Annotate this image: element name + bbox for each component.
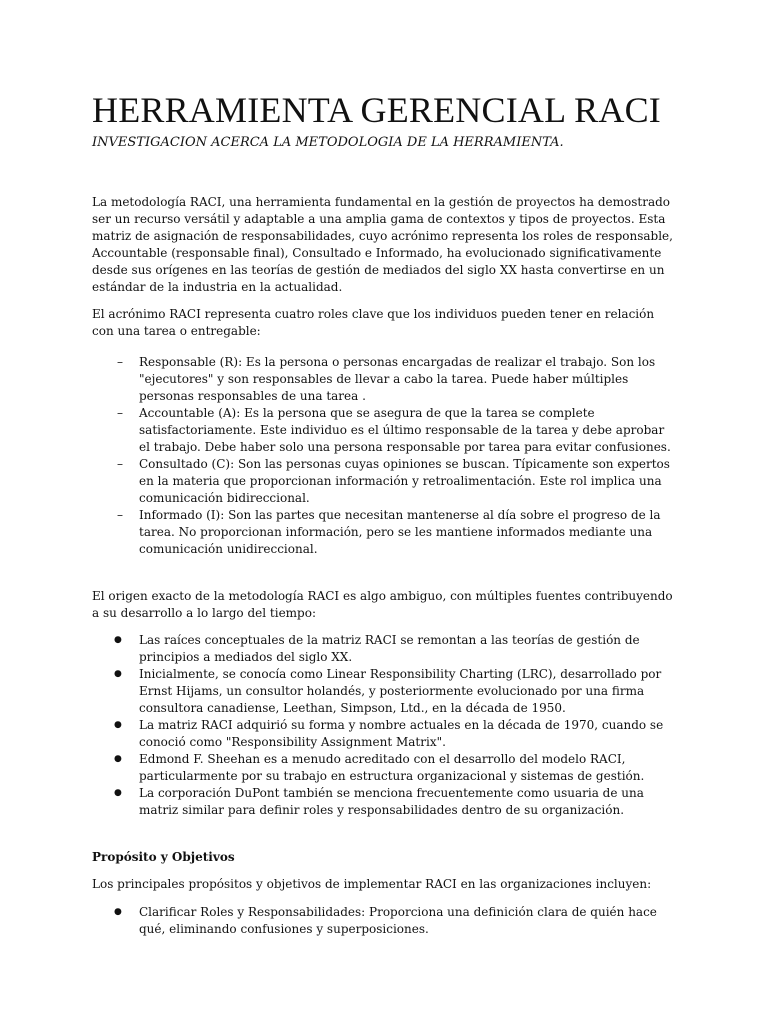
document-title: HERRAMIENTA GERENCIAL RACI — [92, 90, 661, 130]
purpose-list — [92, 904, 676, 938]
bullet-icon: ● — [114, 788, 122, 798]
origin-text: Las raíces conceptuales de la matriz RACI se remontan a las teorías de gestión de principios a mediados del siglo XX. — [139, 633, 640, 664]
section-heading: Propósito y Objetivos — [92, 850, 235, 864]
origin-text: Edmond F. Sheehan es a menudo acreditado con el desarrollo del modelo RACI, particularmente por su trabajo en estructura organizacional y sistemas de gestión. — [139, 752, 645, 783]
list-item — [92, 632, 676, 666]
bullet-icon: ● — [114, 635, 122, 645]
list-item — [92, 666, 676, 717]
bullet-icon: ● — [114, 907, 122, 917]
bullet-icon: ● — [114, 720, 122, 730]
list-item — [92, 456, 676, 507]
origin-intro-paragraph: El origen exacto de la metodología RACI es algo ambiguo, con múltiples fuentes contribuyendo a su desarrollo a lo largo del tiempo: — [92, 589, 673, 620]
list-item — [92, 904, 676, 938]
origin-list — [92, 632, 676, 819]
role-text: Consultado (C): Son las personas cuyas opiniones se buscan. Típicamente son expertos en la materia que proporcionan información y retroalimentación. Este rol implica una comunicación bidireccional. — [139, 457, 670, 505]
purpose-text: Clarificar Roles y Responsabilidades: Proporciona una definición clara de quién hace qué, eliminando confusiones y superposiciones. — [139, 905, 657, 936]
document-subtitle: INVESTIGACION ACERCA LA METODOLOGIA DE LA HERRAMIENTA. — [92, 135, 564, 150]
bullet-icon: ● — [114, 669, 122, 679]
origin-text: Inicialmente, se conocía como Linear Responsibility Charting (LRC), desarrollado por Ernst Hijams, un consultor holandés, y posteriormente evolucionado por una firma consultora canadiense, Leethan, Simpson, Ltd., en la década de 1950. — [139, 667, 662, 715]
roles-list — [92, 354, 676, 558]
list-item — [92, 785, 676, 819]
role-text: Informado (I): Son las partes que necesitan mantenerse al día sobre el progreso de la tarea. No proporcionan información, pero se les mantiene informados mediante una comunicación unidireccional. — [139, 508, 661, 556]
origin-text: La matriz RACI adquirió su forma y nombre actuales en la década de 1970, cuando se conoció como "Responsibility Assignment Matrix". — [139, 718, 664, 749]
intro-paragraph: La metodología RACI, una herramienta fundamental en la gestión de proyectos ha demostrado ser un recurso versátil y adaptable a una amplia gama de contextos y tipos de proyectos. Esta matriz de asignación de responsabilidades, cuyo acrónimo representa los roles de responsable, Accountable (responsable final), Consultado e Informado, ha evolucionado significativamente desde sus orígenes en las teorías de gestión de mediados del siglo XX hasta convertirse en un estándar de la industria en la actualidad. — [92, 195, 673, 294]
purpose-intro-paragraph: Los principales propósitos y objetivos de implementar RACI en las organizaciones incluyen: — [92, 877, 652, 891]
role-text: Responsable (R): Es la persona o personas encargadas de realizar el trabajo. Son los "ejecutores" y son responsables de llevar a cabo la tarea. Puede haber múltiples personas responsables de una tarea . — [139, 355, 656, 403]
dash-marker: – — [117, 457, 123, 471]
list-item — [92, 405, 676, 456]
list-item — [92, 354, 676, 405]
roles-intro-paragraph: El acrónimo RACI representa cuatro roles clave que los individuos pueden tener en relación con una tarea o entregable: — [92, 307, 655, 338]
list-item — [92, 717, 676, 751]
list-item — [92, 507, 676, 558]
origin-text: La corporación DuPont también se menciona frecuentemente como usuaria de una matriz similar para definir roles y responsabilidades dentro de su organización. — [139, 786, 644, 817]
bullet-icon: ● — [114, 754, 122, 764]
role-text: Accountable (A): Es la persona que se asegura de que la tarea se complete satisfactoriamente. Este individuo es el último responsable de la tarea y debe aprobar el trabajo. Debe haber solo una persona responsable por tarea para evitar confusiones. — [139, 406, 671, 454]
list-item — [92, 751, 676, 785]
dash-marker: – — [117, 508, 123, 522]
dash-marker: – — [117, 406, 123, 420]
dash-marker: – — [117, 355, 123, 369]
